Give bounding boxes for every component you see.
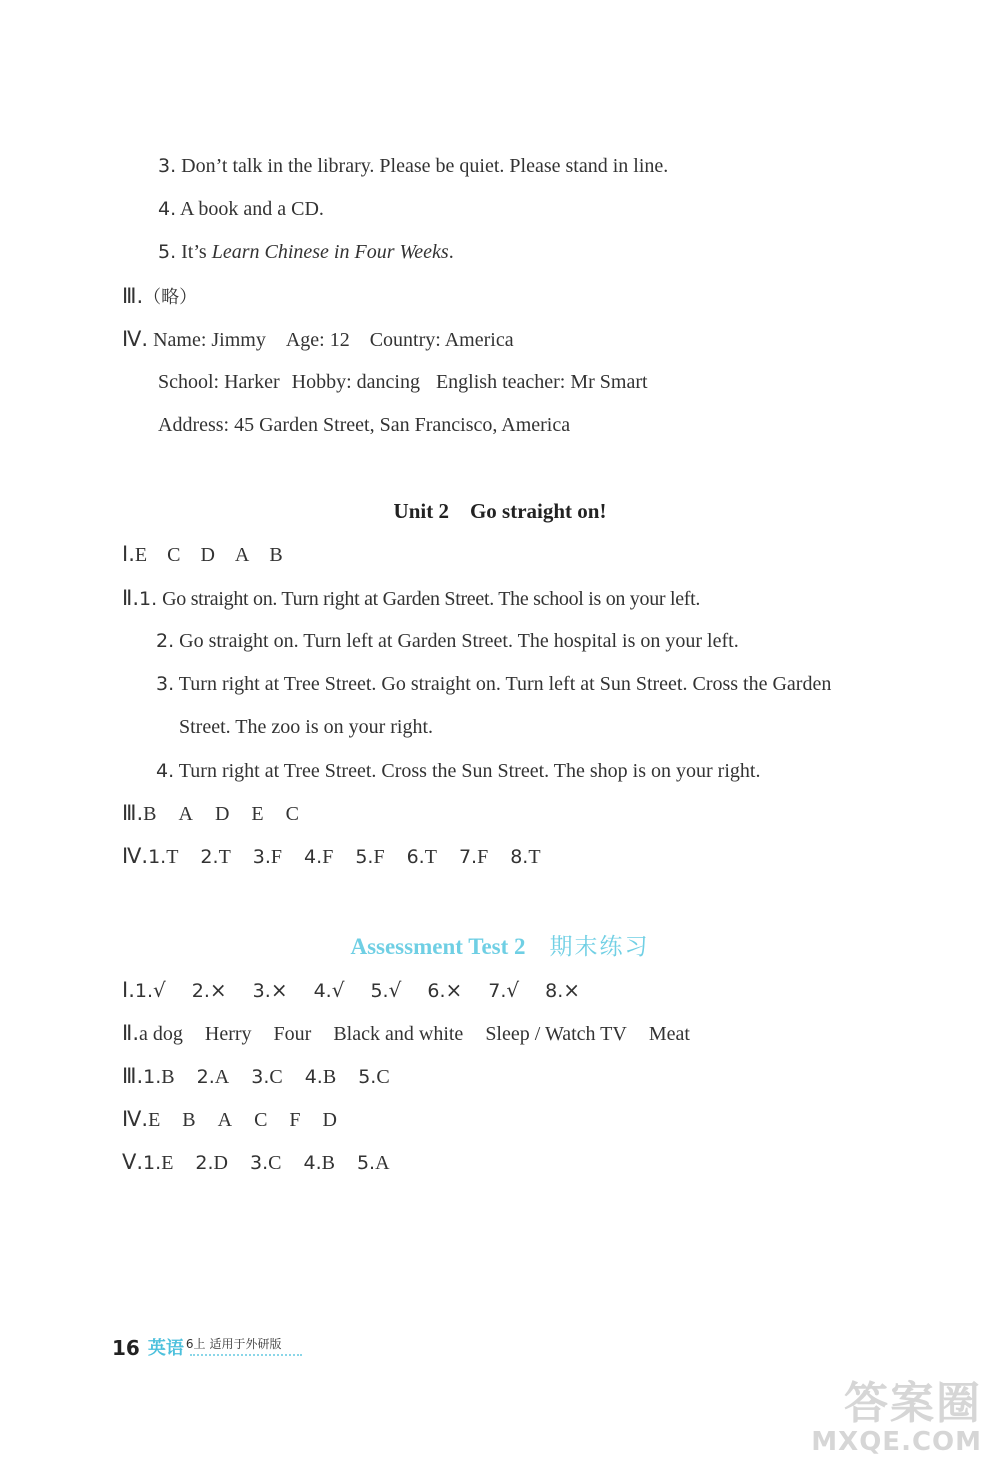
edition-label: 适用于外研版	[209, 1337, 282, 1351]
watermark-logo-text: 答案圈	[844, 1378, 982, 1429]
watermark	[811, 1380, 982, 1456]
unit2-part-2-item-4: 4. Turn right at Tree Street. Cross the Sun Street. The shop is on your right.	[156, 760, 761, 782]
answer-line-5: 5. It’s Learn Chinese in Four Weeks.	[158, 241, 454, 263]
assessment-part-2: Ⅱ.a dog Herry Four Black and white Sleep / Watch TV Meat	[122, 1021, 690, 1045]
part-4-line-3: Address: 45 Garden Street, San Francisco, America	[158, 414, 571, 436]
assessment-part-5: Ⅴ.1.E 2.D 3.C 4.B 5.A	[122, 1150, 390, 1174]
unit2-part-2-item-1: Ⅱ.1. Go straight on. Turn right at Garden Street. The school is on your left.	[122, 586, 701, 610]
part-3-line: Ⅲ.（略）	[122, 284, 198, 308]
answer-line-4: 4. A book and a CD.	[158, 198, 324, 220]
assessment-part-4: Ⅳ.E B A C F D	[122, 1107, 337, 1131]
unit2-part-3: Ⅲ.B A D E C	[122, 801, 299, 825]
part-4-line-2: School: Harker Hobby: dancing English teacher: Mr Smart	[158, 371, 648, 393]
assessment-part-1: Ⅰ.1.√ 2.× 3.× 4.√ 5.√ 6.× 7.√ 8.×	[122, 978, 581, 1002]
answer-line-3: 3. Don’t talk in the library. Please be quiet. Please stand in line.	[158, 155, 669, 177]
watermark-url: MXQE.COM	[811, 1427, 982, 1457]
unit2-part-2-item-3: 3. Turn right at Tree Street. Go straight on. Turn left at Sun Street. Cross the Garden	[156, 673, 832, 695]
page-number: 16	[112, 1336, 140, 1360]
assessment-heading: Assessment Test 2 期末练习	[350, 934, 650, 960]
book-title: Learn Chinese in Four Weeks	[211, 241, 449, 263]
unit2-part-1: Ⅰ.E C D A B	[122, 542, 283, 566]
unit-2-heading: Unit 2 Go straight on!	[393, 499, 607, 523]
subject-label: 英语	[147, 1338, 184, 1359]
grade-label: 6上	[185, 1337, 206, 1351]
unit2-part-2-item-2: 2. Go straight on. Turn left at Garden Street. The hospital is on your left.	[156, 630, 739, 652]
part-4-line-1: Ⅳ. Name: Jimmy Age: 12 Country: America	[122, 327, 514, 351]
footer-dotted-rule	[190, 1352, 302, 1356]
unit2-part-2-item-3-cont: Street. The zoo is on your right.	[179, 716, 434, 738]
assessment-part-3: Ⅲ.1.B 2.A 3.C 4.B 5.C	[122, 1064, 390, 1088]
unit2-part-4: Ⅳ.1.T 2.T 3.F 4.F 5.F 6.T 7.F 8.T	[122, 844, 541, 868]
